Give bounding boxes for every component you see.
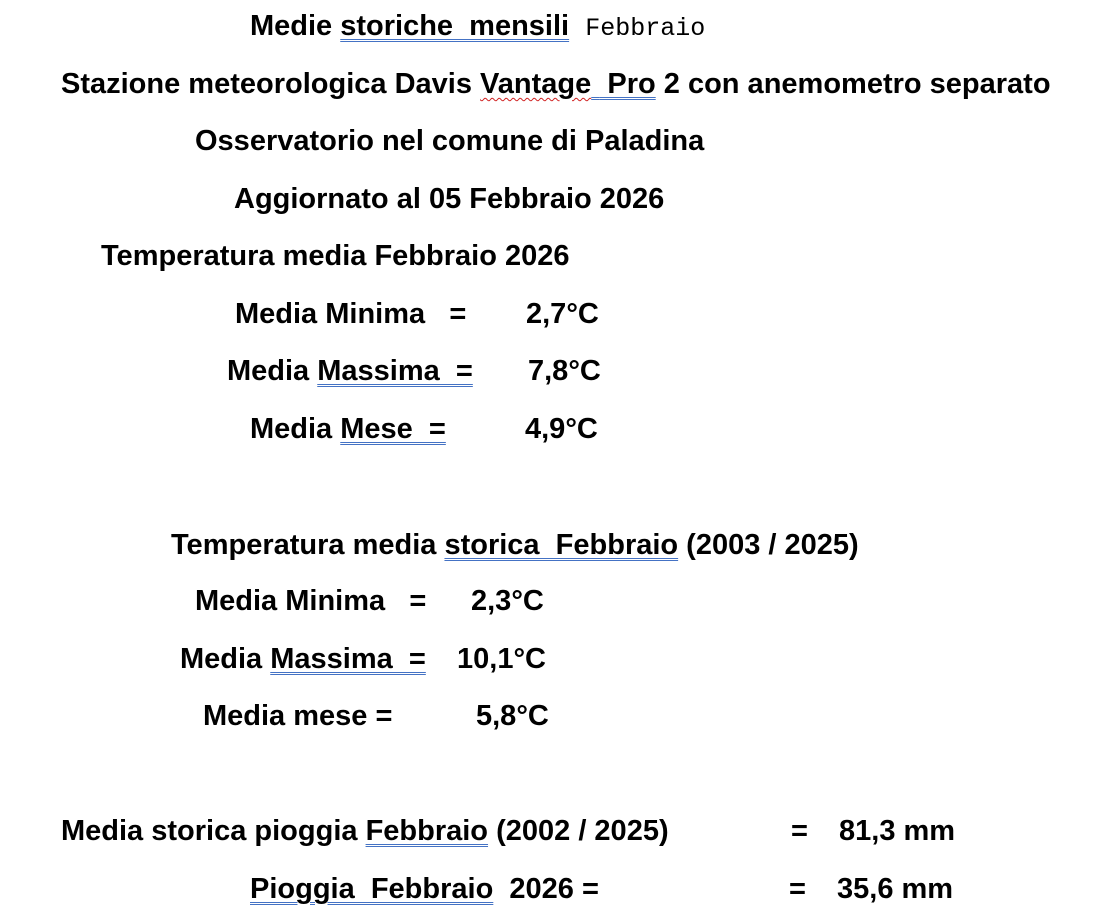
historical-min-label: Media Minima = [195, 585, 427, 617]
current-heading: Temperatura media Febbraio 2026 [101, 240, 570, 272]
historical-max-label [180, 641, 426, 677]
historical-heading-b: storica Febbraio [444, 529, 679, 561]
updated-line: Aggiornato al 05 Febbraio 2026 [234, 183, 665, 215]
historical-mean-value: 5,8°C [476, 700, 549, 732]
current-mean-label [250, 411, 446, 447]
rain-historical-equals: = [791, 815, 808, 847]
rain-historical-value: 81,3 mm [839, 815, 956, 847]
historical-heading-a: Temperatura media [171, 529, 445, 561]
current-max-label [227, 353, 473, 389]
current-min-value: 2,7°C [526, 298, 599, 330]
current-mean-label-b: Mese = [340, 413, 446, 445]
historical-heading [171, 527, 859, 563]
historical-max-label-b: Massima = [270, 643, 426, 675]
current-max-label-a: Media [227, 355, 318, 387]
historical-min-value: 2,3°C [471, 585, 544, 617]
rain-historical-label-a: Media storica pioggia [61, 815, 366, 847]
station-part1: Stazione meteorologica Davis [61, 68, 481, 100]
historical-max-value: 10,1°C [457, 643, 546, 675]
rain-historical-label-b: Febbraio [365, 815, 489, 847]
observatory-line: Osservatorio nel comune di Paladina [195, 125, 705, 157]
rain-current-label-a: Pioggia Febbraio [250, 873, 494, 905]
current-max-value: 7,8°C [528, 355, 601, 387]
rain-historical-label [61, 813, 669, 849]
rain-historical-label-c: (2002 / 2025) [488, 815, 669, 847]
station-part5: 2 con anemometro separato [655, 68, 1051, 100]
title-part1: Medie [250, 10, 341, 42]
page-title [250, 8, 705, 47]
station-line [61, 66, 1051, 102]
current-mean-value: 4,9°C [525, 413, 598, 445]
station-pro: Pro [599, 68, 656, 100]
title-month: Febbraio [585, 14, 706, 43]
current-min-label: Media Minima = [235, 298, 467, 330]
station-vantage: Vantage [480, 68, 592, 100]
current-mean-label-a: Media [250, 413, 341, 445]
historical-mean-label: Media mese = [203, 700, 393, 732]
rain-current-label [250, 871, 599, 907]
rain-current-equals: = [789, 873, 806, 905]
rain-current-value: 35,6 mm [837, 873, 954, 905]
rain-current-label-b: 2026 = [493, 873, 599, 905]
historical-max-label-a: Media [180, 643, 271, 675]
historical-heading-c: (2003 / 2025) [678, 529, 859, 561]
title-part2: storiche mensili [340, 10, 570, 42]
current-max-label-b: Massima = [317, 355, 473, 387]
